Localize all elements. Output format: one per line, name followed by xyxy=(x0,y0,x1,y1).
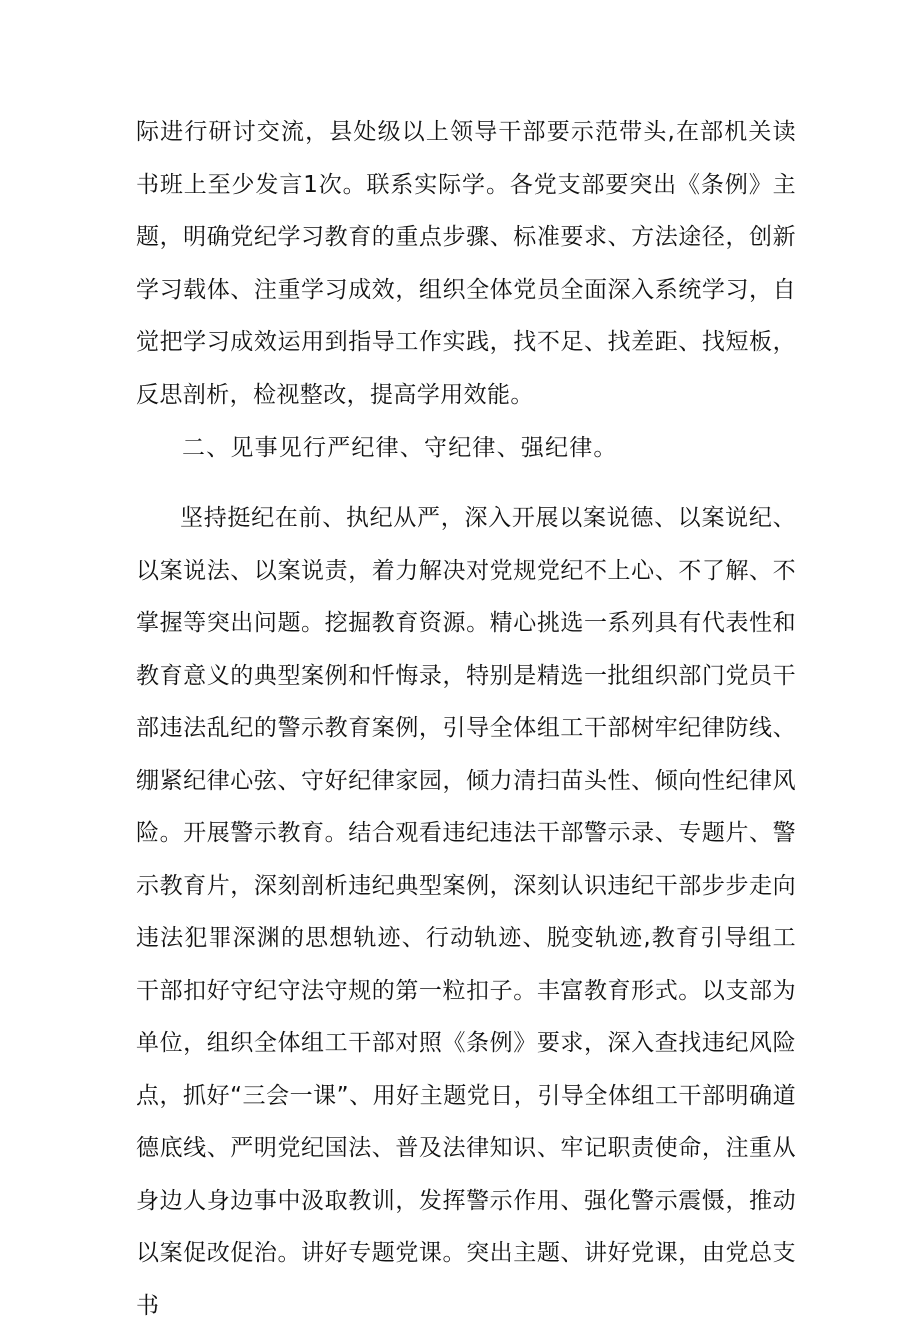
section-heading-discipline: 二、见事见行严纪律、守纪律、强纪律。 xyxy=(182,435,618,461)
paragraph-study-exchange: 际进行研讨交流，县处级以上领导干部要示范带头,在部机关读书班上至少发言1次。联系实际学。各党支部要突出《条例》主题，明确党纪学习教育的重点步骤、标准要求、方法途径，创新学习载体、注重学习成效，组织全体党员全面深入系统学习，自觉把学习成效运用到指导工作实践，找不足、找差距、找短板，反思剖析，检视整改，提高学用效能。 xyxy=(136,119,796,408)
paragraph-warning-education: 坚持挺纪在前、执纪从严，深入开展以案说德、以案说纪、以案说法、以案说责，着力解决对党规党纪不上心、不了解、不掌握等突出问题。挖掘教育资源。精心挑选一系列具有代表性和教育意义的典型案例和忏悔录，特别是精选一批组织部门党员干部违法乱纪的警示教育案例，引导全体组工干部树牢纪律防线、绷紧纪律心弦、守好纪律家园，倾力清扫苗头性、倾向性纪律风险。开展警示教育。结合观看违纪违法干部警示录、专题片、警示教育片，深刻剖析违纪典型案例，深刻认识违纪干部步步走向违法犯罪深渊的思想轨迹、行动轨迹、脱变轨迹,教育引导组工干部扣好守纪守法守规的第一粒扣子。丰富教育形式。以支部为单位，组织全体组工干部对照《条例》要求，深入查找违纪风险点，抓好“三会一课”、用好主题党日，引导全体组工干部明确道德底线、严明党纪国法、普及法律知识、牢记职责使命，注重从身边人身边事中汲取教训，发挥警示作用、强化警示震慑，推动以案促改促治。讲好专题党课。突出主题、讲好党课，由党总支书 xyxy=(136,505,796,1319)
